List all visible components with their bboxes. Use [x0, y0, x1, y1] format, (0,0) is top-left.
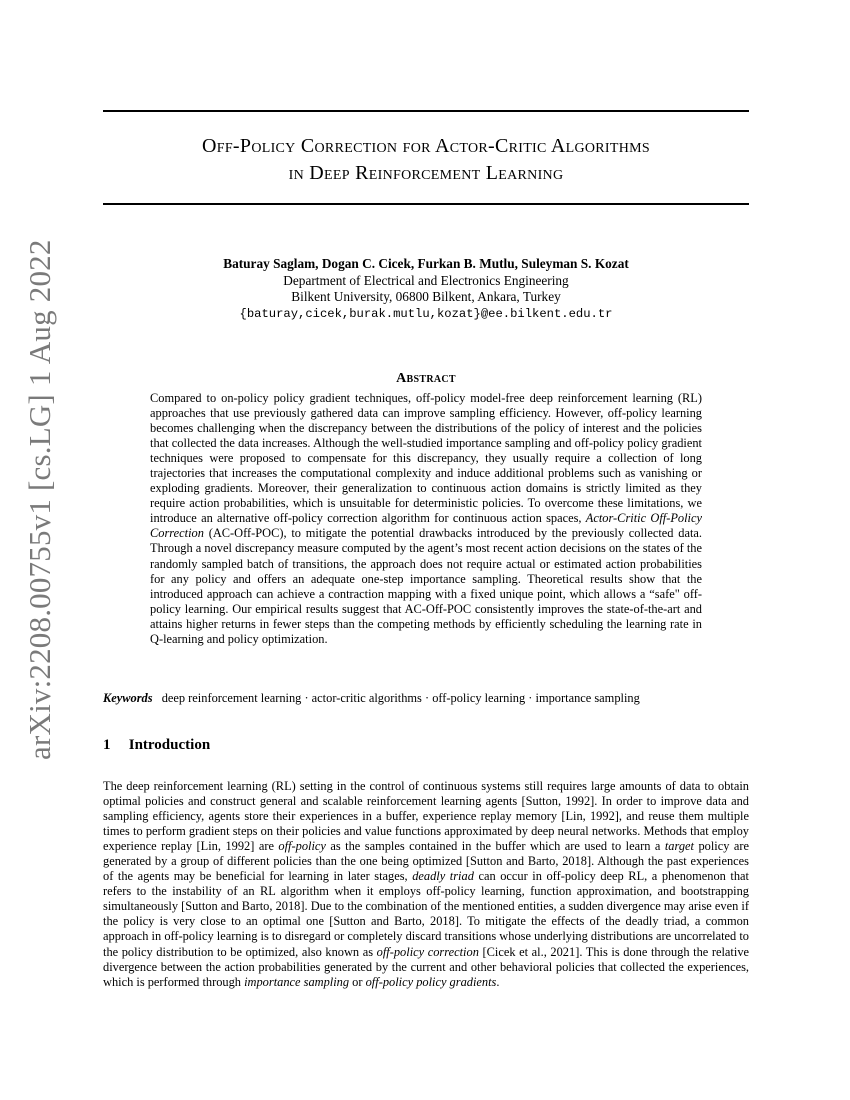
title-bottom-rule [103, 203, 749, 205]
section-number: 1 [103, 737, 111, 753]
intro-text-part: can occur in off-policy deep RL, a phenomenon that refers to the instability of an RL algorithm when it employs off-policy learning, function approximation, and bootstrapping simultaneously [Sutton and Barto, 2018]. Due to the combination of the mentioned entities, a sudden divergence may arise even if the policy is very close to an optimal one [Sutton and Barto, 2018]. To mitigate the effects of the deadly triad, a common approach in off-policy learning is to disregard or completely discard transitions whose underlying distributions are uncorrelated to the policy distribution to be optimized, also known as [103, 869, 749, 959]
intro-text-part: as the samples contained in the buffer which are used to learn a [325, 839, 665, 854]
author-block [103, 256, 749, 322]
abstract-text-part: Compared to on-policy policy gradient techniques, off-policy model-free deep reinforcement learning (RL) approaches that use previously gathered data can improve sampling efficiency. However, off-policy learning becomes challenging when the discrepancy between the distributions of the policy of interest and the policies that collected the data increases. Although the well-studied importance sampling and off-policy policy gradient techniques were proposed to compensate for this discrepancy, they usually require a collection of long trajectories that increases the computational complexity and induce additional problems such as vanishing or exploding gradients. Moreover, their generalization to continuous action domains is strictly limited as they require action probabilities, which is unsuitable for deterministic policies. To overcome these limitations, we introduce an alternative off-policy correction algorithm for continuous action spaces, [150, 391, 702, 526]
keywords-line [103, 691, 749, 706]
intro-text-part: The deep reinforcement learning (RL) setting in the control of continuous systems still requires large amounts of data to obtain optimal policies and construct general and scalable reinforcement learning agents [Sutton, 1992]. In order to improve data and sampling efficiency, agents store their experiences in a buffer, experience replay memory [Lin, 1992], and reuse them multiple times to perform gradient steps on their policies and value functions approximated by deep neural networks. Methods that employ experience replay [Lin, 1992] are [103, 779, 749, 854]
intro-emphasis: off-policy [278, 839, 326, 854]
keywords-text: deep reinforcement learning · actor-critic algorithms · off-policy learning · importance sampling [161, 691, 640, 705]
section-heading [103, 737, 210, 754]
intro-emphasis: target [664, 839, 694, 854]
intro-emphasis: deadly triad [412, 869, 474, 884]
abstract-text [150, 391, 702, 647]
author-email: {baturay,cicek,burak.mutlu,kozat}@ee.bilkent.edu.tr [239, 306, 613, 321]
abstract-heading: Abstract [396, 371, 456, 386]
section-title: Introduction [128, 737, 211, 753]
paper-title [103, 133, 749, 187]
keywords-label: Keywords [103, 691, 153, 705]
intro-emphasis: off-policy policy gradients [365, 974, 497, 989]
author-university: Bilkent University, 06800 Bilkent, Ankara, Turkey [291, 289, 561, 304]
abstract-text-part: (AC-Off-POC), to mitigate the potential drawbacks introduced by the previously collected data. Through a novel discrepancy measure computed by the agent’s most recent action decisions on the states of the randomly sampled batch of transitions, the approach does not require actual or estimated action probabilities for any policy and offers an adequate one-step importance sampling. Theoretical results show that the introduced approach can achieve a contraction mapping with a fixed unique point, which allows a “safe" off-policy learning. Our empirical results suggest that AC-Off-POC consistently improves the state-of-the-art and attains higher returns in fewer steps than the competing methods by efficiently scheduling the learning rate in Q-learning and policy optimization. [150, 526, 702, 646]
intro-emphasis: off-policy correction [376, 944, 479, 959]
intro-text-part: [Cicek et al., 2021]. This is done through the relative divergence between the action probabilities generated by the current and other behavioral policies that collected the experiences, which is performed through [103, 944, 750, 989]
author-department: Department of Electrical and Electronics Engineering [283, 272, 569, 288]
title-top-rule [103, 110, 749, 112]
abstract-emphasis: Actor-Critic Off-Policy Correction [150, 511, 702, 541]
arxiv-identifier: arXiv:2208.00755v1 [cs.LG] 1 Aug 2022 [22, 239, 57, 760]
intro-text-part: . [496, 974, 500, 989]
intro-text-part: policy are generated by a group of different policies than the one being optimized [Sutton and Barto, 2018]. Although the past experiences of the agents may be beneficial for learning in later stages, [103, 839, 750, 884]
title-line-1: Off-Policy Correction for Actor-Critic Algorithms [202, 135, 650, 157]
author-names: Baturay Saglam, Dogan C. Cicek, Furkan B. Mutlu, Suleyman S. Kozat [223, 256, 629, 271]
intro-emphasis: importance sampling [244, 974, 350, 989]
intro-text-part: or [349, 974, 366, 989]
introduction-paragraph [103, 779, 749, 990]
title-line-2: in Deep Reinforcement Learning [288, 162, 564, 184]
